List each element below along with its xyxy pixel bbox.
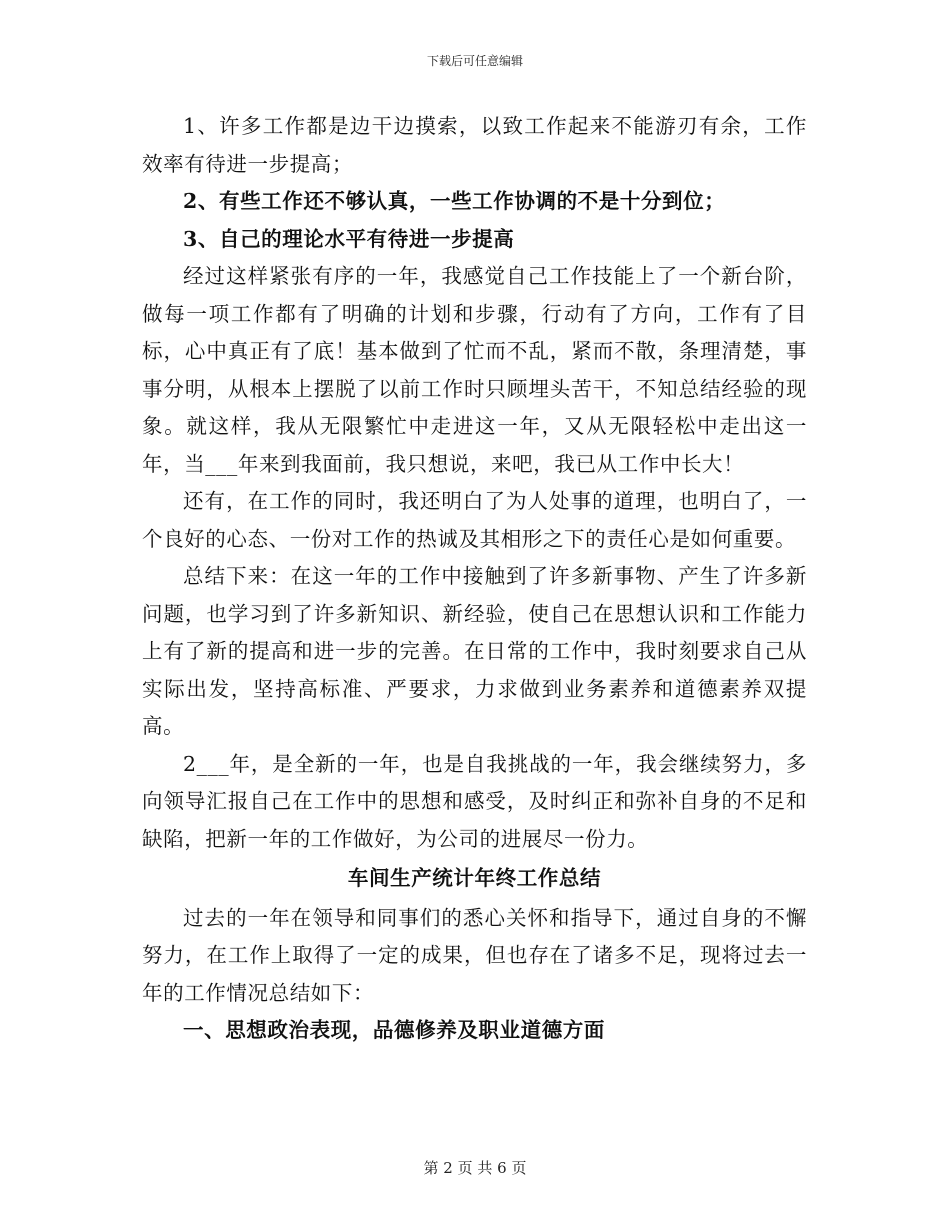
page-header: 下载后可任意编辑 (426, 54, 523, 68)
document-body (142, 108, 807, 1050)
paragraph-intro: 过去的一年在领导和同事们的悉心关怀和指导下，通过自身的不懈努力，在工作上取得了一定的成果，但也存在了诸多不足，现将过去一年的工作情况总结如下： (142, 905, 807, 1005)
page-footer: 第 2 页 共 6 页 (423, 1159, 527, 1177)
paragraph-item-2: 2、有些工作还不够认真，一些工作协调的不是十分到位； (183, 189, 726, 213)
section-heading-ideology: 一、思想政治表现，品德修养及职业道德方面 (183, 1018, 605, 1042)
paragraph-attitude: 还有，在工作的同时，我还明白了为人处事的道理，也明白了，一个良好的心态、一份对工作的热诚及其相形之下的责任心是如何重要。 (142, 489, 807, 551)
section-title: 车间生产统计年终工作总结 (347, 866, 602, 890)
paragraph-new-year: 2___年，是全新的一年，也是自我挑战的一年，我会继续努力，多向领导汇报自己在工作中的思想和感受，及时纠正和弥补自身的不足和缺陷，把新一年的工作做好，为公司的进展尽一份力。 (142, 751, 807, 851)
paragraph-summary-skills: 经过这样紧张有序的一年，我感觉自己工作技能上了一个新台阶，做每一项工作都有了明确的计划和步骤，行动有了方向，工作有了目标，心中真正有了底！基本做到了忙而不乱，紧而不散，条理清楚，事事分明，从根本上摆脱了以前工作时只顾埋头苦干，不知总结经验的现象。就这样，我从无限繁忙中走进这一年，又从无限轻松中走出这一年，当___年来到我面前，我只想说，来吧，我已从工作中长大！ (142, 264, 807, 476)
paragraph-item-1: 1、许多工作都是边干边摸索，以致工作起来不能游刃有余，工作效率有待进一步提高； (142, 114, 807, 176)
paragraph-conclusion: 总结下来：在这一年的工作中接触到了许多新事物、产生了许多新问题，也学习到了许多新知识、新经验，使自己在思想认识和工作能力上有了新的提高和进一步的完善。在日常的工作中，我时刻要求自己从实际出发，坚持高标准、严要求，力求做到业务素养和道德素养双提高。 (142, 564, 807, 738)
paragraph-item-3: 3、自己的理论水平有待进一步提高 (183, 226, 515, 251)
